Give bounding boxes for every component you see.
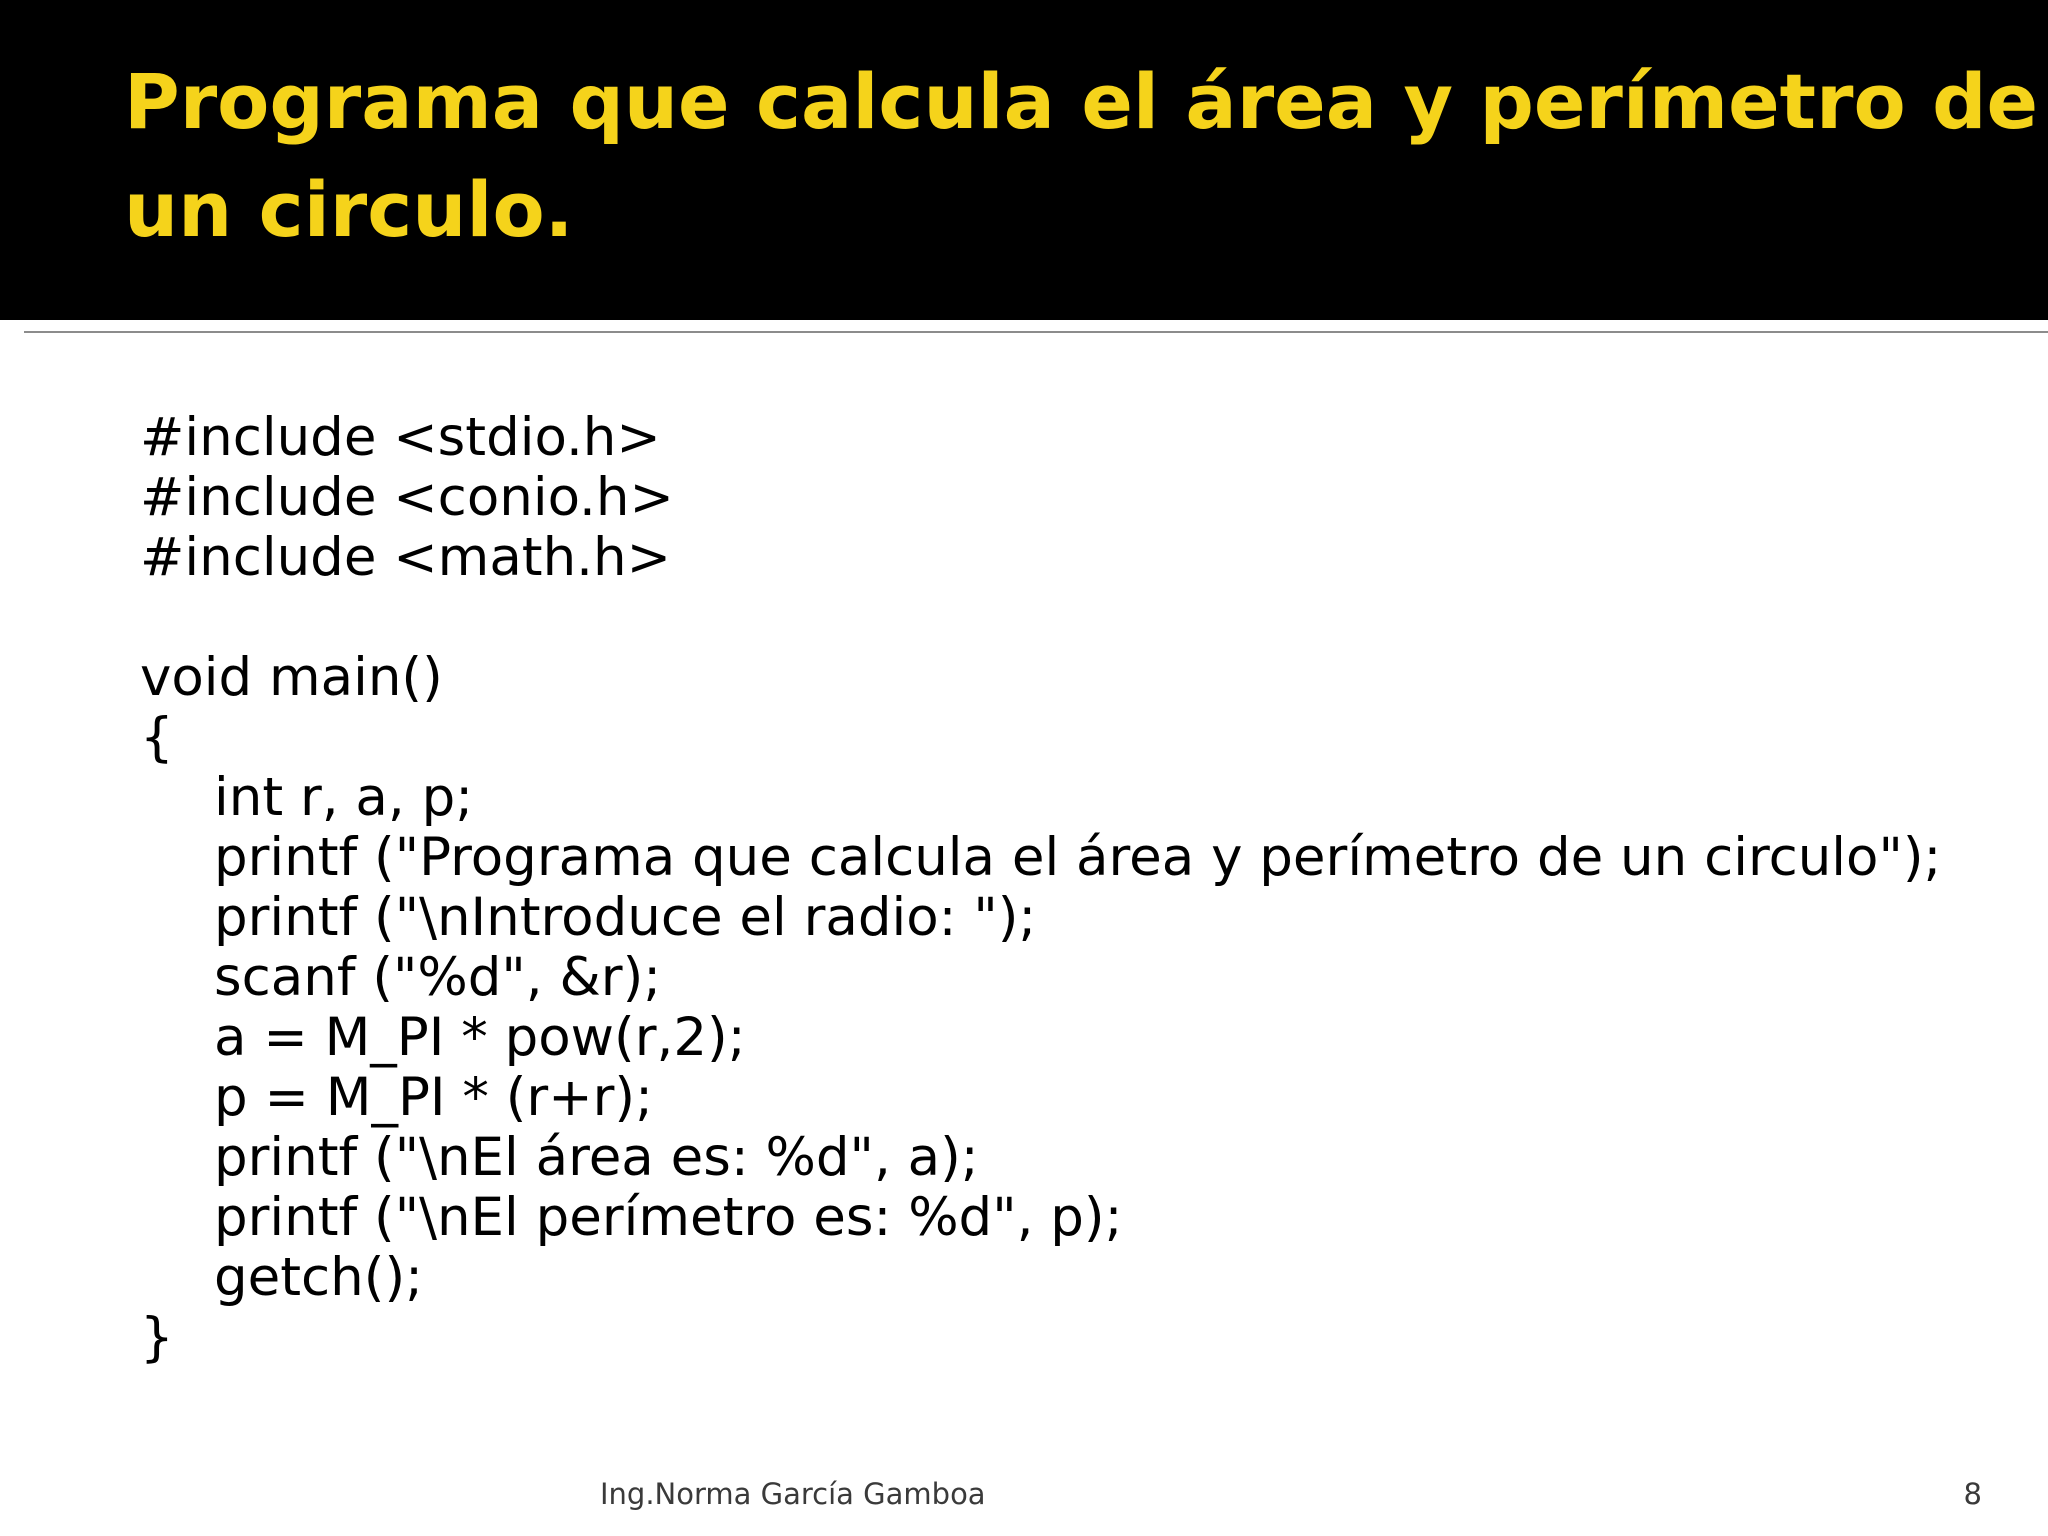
code-line: p = M_PI * (r+r);	[214, 1067, 653, 1128]
code-line: printf ("Programa que calcula el área y perímetro de un circulo");	[214, 827, 1942, 888]
code-block	[140, 408, 1941, 1368]
title-divider	[24, 331, 2048, 333]
code-line: #include <math.h>	[140, 527, 672, 588]
code-line	[140, 588, 1941, 648]
code-line: #include <conio.h>	[140, 467, 674, 528]
code-line: printf ("\nIntroduce el radio: ");	[214, 887, 1037, 948]
code-line: #include <stdio.h>	[140, 407, 661, 468]
slide-title	[124, 48, 2039, 264]
slide-title-line-1: Programa que calcula el área y perímetro de	[124, 57, 2039, 146]
code-line: {	[140, 707, 174, 768]
code-line: printf ("\nEl perímetro es: %d", p);	[214, 1187, 1123, 1248]
title-bar	[0, 0, 2048, 320]
code-line: int r, a, p;	[214, 767, 474, 828]
code-line: scanf ("%d", &r);	[214, 947, 662, 1008]
slide-title-line-2: un circulo.	[124, 165, 574, 254]
code-line: }	[140, 1307, 174, 1368]
footer-author: Ing.Norma García Gamboa	[600, 1477, 986, 1511]
page-number: 8	[1963, 1477, 1982, 1511]
code-line: printf ("\nEl área es: %d", a);	[214, 1127, 979, 1188]
code-line: void main()	[140, 647, 443, 708]
code-line: getch();	[214, 1247, 423, 1308]
code-line: a = M_PI * pow(r,2);	[214, 1007, 746, 1068]
